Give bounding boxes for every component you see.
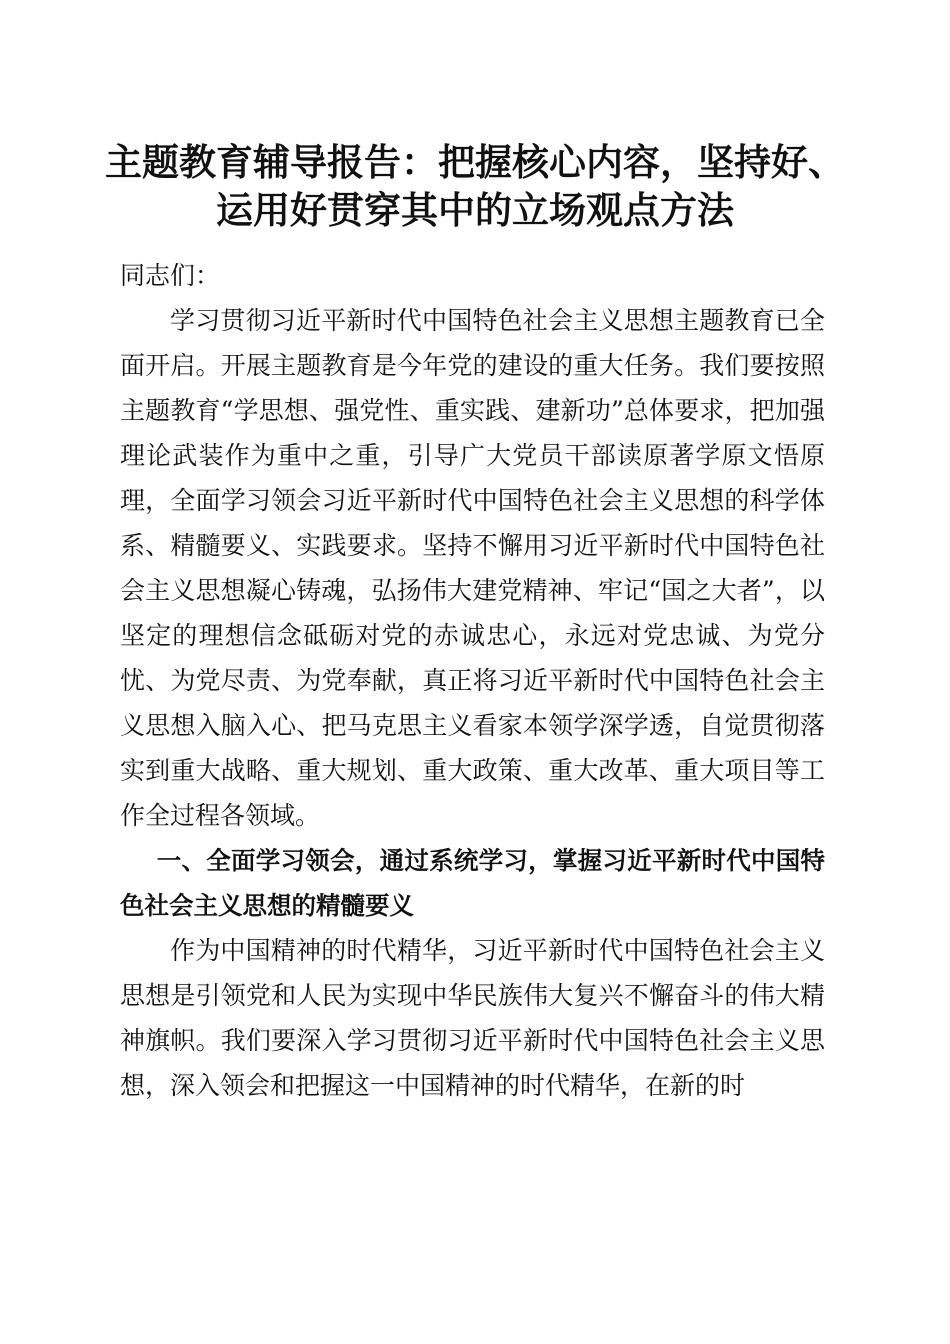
document-body <box>120 253 825 1108</box>
document-title-line-1: 主题教育辅导报告：把握核心内容，坚持好、 <box>105 140 845 184</box>
document-title-line-2: 运用好贯穿其中的立场观点方法 <box>216 188 734 232</box>
body-paragraph-2: 作为中国精神的时代精华，习近平新时代中国特色社会主义思想是引领党和人民为实现中华民族伟大复兴不懈奋斗的伟大精神旗帜。我们要深入学习贯彻习近平新时代中国特色社会主义思想，深入领会和把握这一中国精神的时代精华，在新的时 <box>120 936 825 1100</box>
salutation: 同志们： <box>120 261 221 290</box>
section-heading-1: 一、全面学习领会，通过系统学习，掌握习近平新时代中国特色社会主义思想的精髓要义 <box>120 846 825 920</box>
body-paragraph-1: 学习贯彻习近平新时代中国特色社会主义思想主题教育已全面开启。开展主题教育是今年党的建设的重大任务。我们要按照主题教育“学思想、强党性、重实践、建新功”总体要求，把加强理论武装作为重中之重，引导广大党员干部读原著学原文悟原理，全面学习领会习近平新时代中国特色社会主义思想的科学体系、精髓要义、实践要求。坚持不懈用习近平新时代中国特色社会主义思想凝心铸魂，弘扬伟大建党精神、牢记“国之大者”，以坚定的理想信念砥砺对党的赤诚忠心，永远对党忠诚、为党分忧、为党尽责、为党奉献，真正将习近平新时代中国特色社会主义思想入脑入心、把马克思主义看家本领学深学透，自觉贯彻落实到重大战略、重大规划、重大政策、重大改革、重大项目等工作全过程各领域。 <box>120 306 825 830</box>
